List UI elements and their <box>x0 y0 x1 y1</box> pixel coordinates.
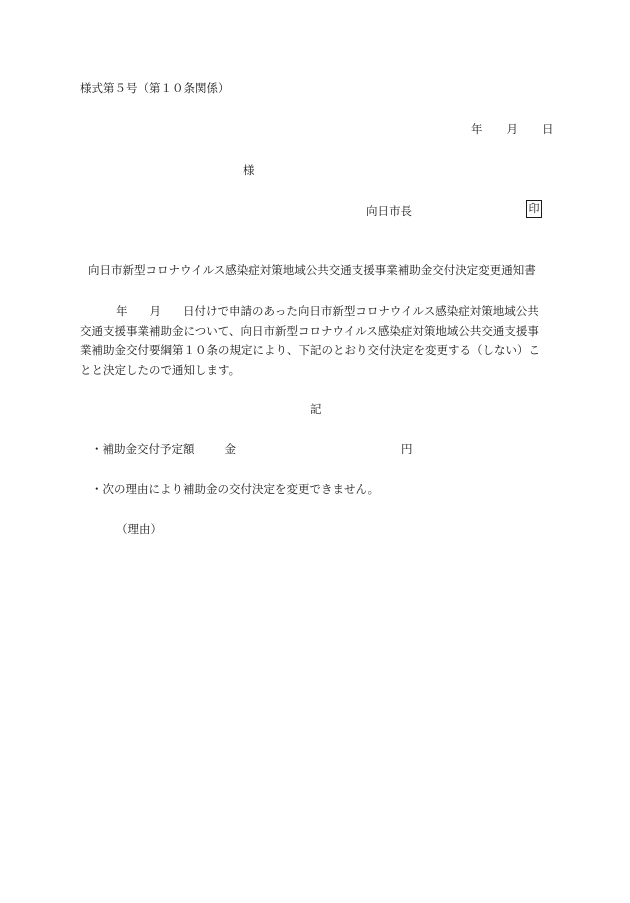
amount-row <box>91 442 413 456</box>
form-number: 様式第５号（第１０条関係） <box>80 81 230 95</box>
body-line-1-text: 日付けで申請のあった向日市新型コロナウイルス感染症対策地域公共 <box>183 304 539 318</box>
date-day-label: 日 <box>542 122 554 136</box>
date-month-label: 月 <box>506 122 518 136</box>
body-line-1 <box>80 302 550 322</box>
body-paragraph <box>80 302 550 380</box>
yen-label: 円 <box>401 442 413 456</box>
body-year-label: 年 <box>116 304 128 318</box>
body-line-3: 業補助金交付要綱第１０条の規定により、下記のとおり交付決定を変更する（しない）こ <box>80 343 540 357</box>
kin-label: 金 <box>224 442 236 456</box>
seal-box: 印 <box>526 200 542 218</box>
date-row <box>471 122 554 136</box>
body-line-2: 交通支援事業補助金について、向日市新型コロナウイルス感染症対策地域公共交通支援事 <box>80 323 539 338</box>
issuer-name: 向日市長 <box>366 204 412 218</box>
body-month-label: 月 <box>149 304 161 318</box>
reason-label: （理由） <box>116 522 162 536</box>
recipient-suffix: 様 <box>243 163 255 177</box>
document-title: 向日市新型コロナウイルス感染症対策地域公共交通支援事業補助金交付決定変更通知書 <box>88 263 536 277</box>
body-line-4: とと決定したので通知します。 <box>80 362 241 377</box>
ki-heading: 記 <box>310 402 322 416</box>
date-year-label: 年 <box>471 122 483 136</box>
reason-statement: ・次の理由により補助金の交付決定を変更できません。 <box>91 482 380 496</box>
amount-label: ・補助金交付予定額 <box>91 442 195 456</box>
